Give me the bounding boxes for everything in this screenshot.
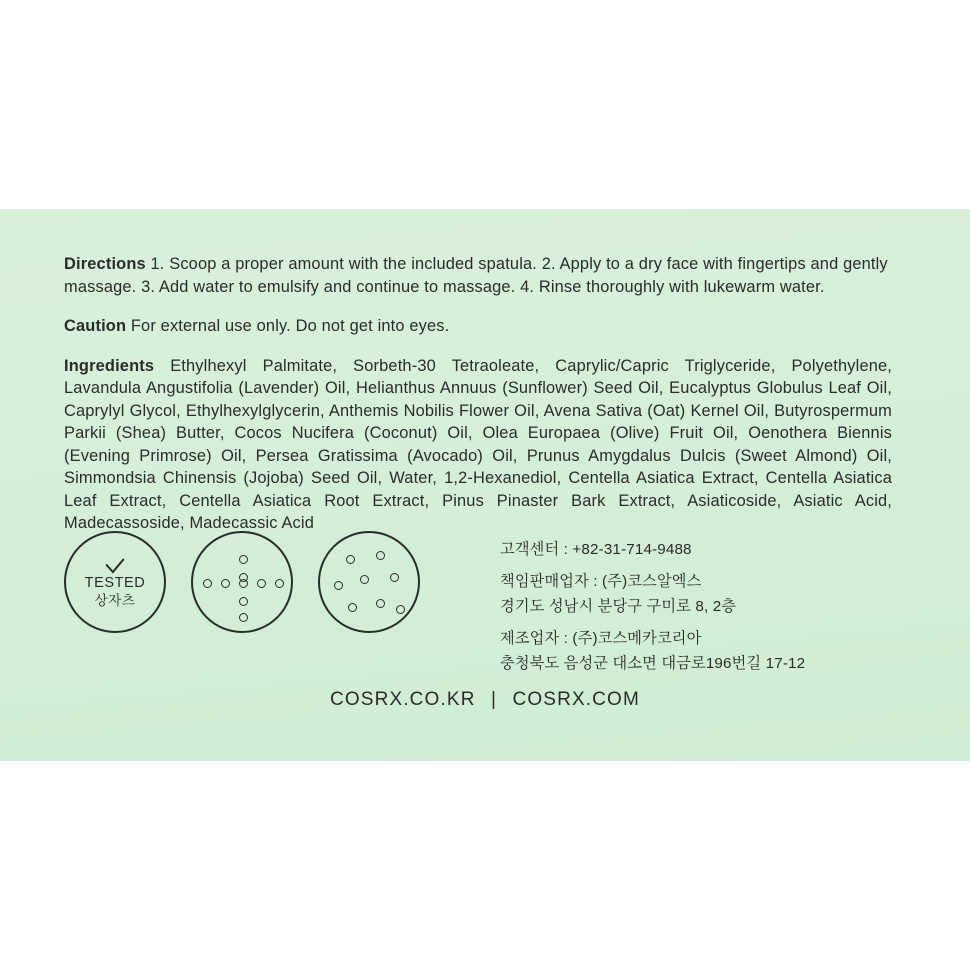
tested-badge-label: TESTED [84,574,146,591]
dot [203,579,212,588]
tested-badge-sublabel: 상자츠 [94,592,136,608]
dot [346,555,355,564]
checkmark-icon [105,551,124,573]
certification-badges [64,531,420,633]
dot [376,599,385,608]
scattered-dots-icon [318,531,420,633]
ingredients-block [64,355,892,535]
contact-info [500,537,805,677]
dot [376,551,385,560]
package-text-content [64,253,892,535]
product-package-panel [0,209,970,761]
dot [239,597,248,606]
dot [360,575,369,584]
dot [396,605,405,614]
customer-center-line: 고객센터 : +82-31-714-9488 [500,541,692,558]
caution-heading: Caution [64,317,127,335]
dot [239,555,248,564]
seller-address-line: 경기도 성남시 분당구 구미로 8, 2층 [500,598,737,615]
directions-body: 1. Scoop a proper amount with the included spatula. 2. Apply to a dry face with fingertips and gently massage. 3. Add water to emulsify and continue to massage. 4. Rinse thoroughly with lukewarm water. [64,255,888,296]
website-kr: COSRX.CO.KR [330,689,476,710]
manufacturer-address-line: 충청북도 음성군 대소면 대금로196번길 17-12 [500,655,806,672]
directions-heading: Directions [64,255,146,273]
cross-dots-icon [191,531,293,633]
website-footer [330,689,640,711]
dot [390,573,399,582]
ingredients-heading: Ingredients [64,356,155,375]
caution-body: For external use only. Do not get into eyes. [130,317,450,335]
seller-line: 책임판매업자 : (주)코스알엑스 [500,572,702,590]
dot [275,579,284,588]
caution-block [64,315,892,338]
manufacturer-line: 제조업자 : (주)코스메카코리아 [500,629,702,647]
website-separator: | [490,689,498,710]
dot [239,613,248,622]
dot [239,579,248,588]
dot [221,579,230,588]
dot [348,603,357,612]
website-com: COSRX.COM [512,689,640,710]
ingredients-body: Ethylhexyl Palmitate, Sorbeth-30 Tetraoleate, Caprylic/Capric Triglyceride, Polyethylene, Lavandula Angustifolia (Lavender) Oil, Helianthus Annuus (Sunflower) Seed Oil, Eucalyptus Globulus Leaf Oil, Caprylyl Glycol, Ethylhexylglycerin, Anthemis Nobilis Flower Oil, Avena Sativa (Oat) Kernel Oil, Butyrospermum Parkii (Shea) Butter, Cocos Nucifera (Coconut) Oil, Olea Europaea (Olive) Fruit Oil, Oenothera Biennis (Evening Primrose) Oil, Persea Gratissima (Avocado) Oil, Prunus Amygdalus Dulcis (Sweet Almond) Oil, Simmondsia Chinensis (Jojoba) Seed Oil, Water, 1,2-Hexanediol, Centella Asiatica Extract, Centella Asiatica Leaf Extract, Centella Asiatica Root Extract, Pinus Pinaster Bark Extract, Asiaticoside, Asiatic Acid, Madecassoside, Madecassic Acid [64,356,892,532]
dot [334,581,343,590]
dot [257,579,266,588]
tested-badge-icon [64,531,166,633]
directions-block [64,253,892,298]
